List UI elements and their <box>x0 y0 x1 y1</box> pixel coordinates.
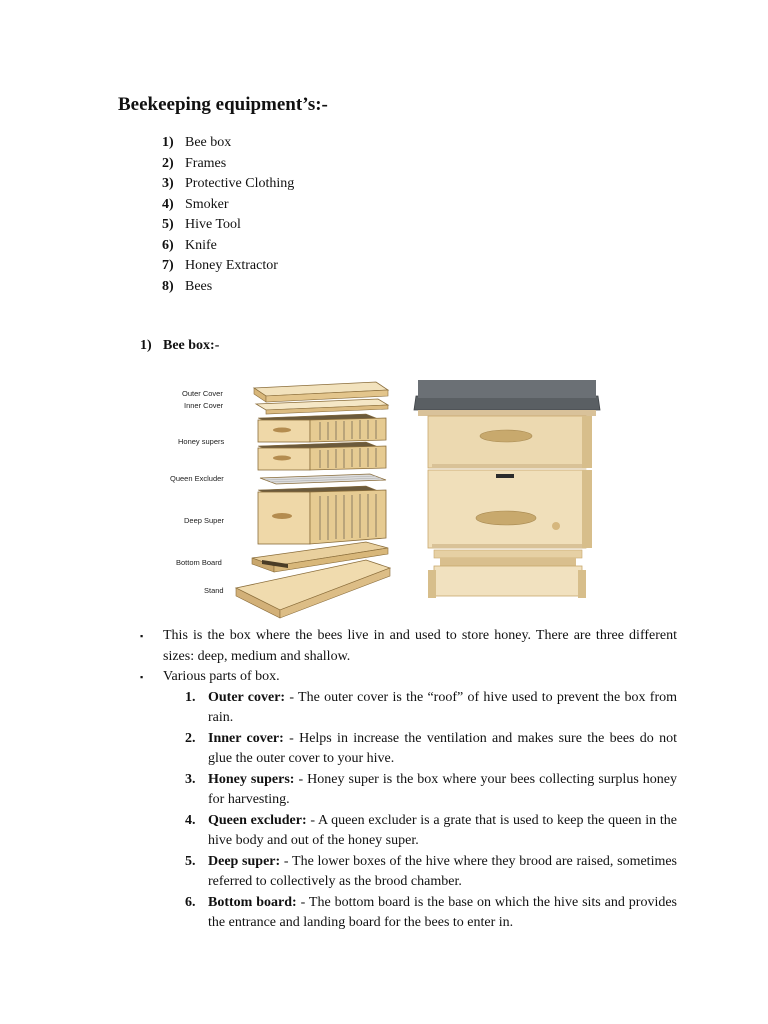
item-number: 6) <box>162 237 174 253</box>
part-desc: - The outer cover is the “roof” of hive used to prevent the box from rain. <box>208 689 677 725</box>
item-label: Smoker <box>185 196 229 212</box>
label-queen-excluder: Queen Excluder <box>170 474 224 483</box>
section-title <box>140 338 219 354</box>
hive-exploded-diagram <box>170 374 400 626</box>
note-parts-heading: Various parts of box. <box>163 669 280 684</box>
page-heading: Beekeeping equipment’s:- <box>118 94 328 115</box>
honey-super-1-part <box>258 414 386 442</box>
part-item <box>163 893 677 934</box>
equipment-item <box>162 236 294 257</box>
part-number: 4. <box>185 812 196 828</box>
part-number: 3. <box>185 771 196 787</box>
item-number: 1) <box>162 135 174 150</box>
part-item <box>163 770 677 811</box>
bullet-marker: ▪ <box>140 631 144 641</box>
equipment-item <box>162 133 294 154</box>
hive-bottom-board <box>428 550 586 598</box>
hive-roof <box>414 380 600 416</box>
equipment-item <box>162 215 294 236</box>
part-desc: - A queen excluder is a grate that is used to keep the queen in the hive body and out of the honey super. <box>208 812 678 848</box>
note-intro <box>140 626 677 667</box>
assembled-hive-photo <box>412 374 604 604</box>
hive-upper-box <box>428 416 592 468</box>
section-label: Bee box:- <box>163 338 220 353</box>
bullet-marker: ▪ <box>140 672 144 682</box>
equipment-item <box>162 277 294 298</box>
note-intro-text: This is the box where the bees live in and used to store honey. There are three different sizes: deep, medium and shallow. <box>163 628 677 664</box>
part-item <box>163 811 677 852</box>
part-term: Outer cover: <box>208 689 286 705</box>
item-label: Frames <box>185 155 227 171</box>
deep-super-part <box>258 486 386 544</box>
item-label: Honey Extractor <box>185 258 278 273</box>
parts-list <box>163 688 677 934</box>
item-number: 8) <box>162 278 174 294</box>
equipment-item <box>162 154 294 175</box>
item-number: 5) <box>162 217 174 232</box>
stand-part <box>236 560 390 618</box>
item-number: 3) <box>162 176 174 191</box>
equipment-item <box>162 195 294 216</box>
label-honey-supers: Honey supers <box>178 437 225 446</box>
item-label: Bee box <box>185 135 232 150</box>
part-number: 1. <box>185 689 196 705</box>
section-number: 1) <box>140 338 152 353</box>
equipment-item <box>162 256 294 277</box>
item-label: Protective Clothing <box>185 176 295 191</box>
part-number: 2. <box>185 730 196 746</box>
note-parts <box>140 667 677 934</box>
item-number: 4) <box>162 196 174 212</box>
hive-middle-box <box>428 470 592 548</box>
part-term: Queen excluder: <box>208 812 307 828</box>
label-inner-cover: Inner Cover <box>184 401 224 410</box>
part-desc: - The lower boxes of the hive where they brood are raised, sometimes referred to collectively as the brood chamber. <box>208 853 678 889</box>
part-term: Bottom board: <box>208 894 297 910</box>
equipment-list <box>162 133 294 297</box>
part-desc: - The bottom board is the base on which the hive sits and provides the entrance and landing board for the bees to enter in. <box>208 894 677 930</box>
label-stand: Stand <box>204 586 224 595</box>
label-outer-cover: Outer Cover <box>182 389 223 398</box>
label-deep-super: Deep Super <box>184 516 225 525</box>
part-term: Inner cover: <box>208 730 284 746</box>
bee-box-notes <box>140 626 677 934</box>
part-item <box>163 688 677 729</box>
part-desc: - Honey super is the box where your bees collecting surplus honey for harvesting. <box>208 771 677 807</box>
part-term: Honey supers: <box>208 771 295 787</box>
item-number: 7) <box>162 258 174 273</box>
queen-excluder-part <box>260 474 386 484</box>
outer-cover-part <box>254 382 388 402</box>
part-item <box>163 729 677 770</box>
label-bottom-board: Bottom Board <box>176 558 222 567</box>
part-desc: - Helps in increase the ventilation and makes sure the bees do not glue the outer cover to your hive. <box>208 730 677 766</box>
equipment-item <box>162 174 294 195</box>
item-label: Hive Tool <box>185 217 241 232</box>
part-number: 5. <box>185 853 196 869</box>
part-number: 6. <box>185 894 196 910</box>
item-number: 2) <box>162 155 174 171</box>
item-label: Knife <box>185 237 217 253</box>
part-item <box>163 852 677 893</box>
part-term: Deep super: <box>208 853 281 869</box>
honey-super-2-part <box>258 442 386 470</box>
item-label: Bees <box>185 278 213 294</box>
